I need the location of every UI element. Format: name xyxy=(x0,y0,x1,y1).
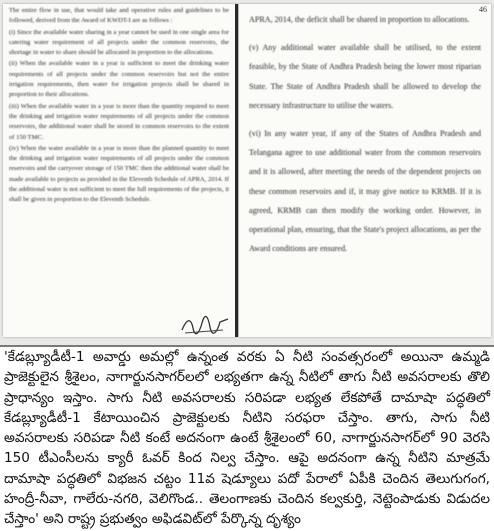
affidavit-right-page xyxy=(239,4,491,337)
right-page-paragraph: (v) Any additional water available shall be utilised, to the extent feasible, by the State of Andhra Pradesh being the lower most riparian State. The State of Andhra Pradesh shall be allowed to develop the necessary infrastructure to utilise the waters. xyxy=(249,43,481,110)
left-page-paragraph: (iii) When the available water in a year is more than the quantity required to meet the drinking and irrigation water requirements of all projects under the common reservoirs, the additional water shall be stored in common reservoirs to the extent of 150 TMC. xyxy=(9,102,229,141)
left-page-paragraph: (ii) When the available water in a year is sufficient to meet the drinking water requirements of all projects under the common reservoirs but not the entire irrigation requirements, then water for irrigation projects shall be shared in proportion to their allocations. xyxy=(9,60,229,99)
left-page-paragraph: The entire flow in use, that would take and operative rules and guidelines to be followed, derived from the Award of KWDT-I are as follows : xyxy=(9,7,229,25)
right-page-text xyxy=(239,4,491,258)
affidavit-left-page xyxy=(3,4,238,337)
page-number: 46 xyxy=(479,5,487,14)
right-page-paragraph: APRA, 2014, the deficit shall be shared in proportion to allocations. xyxy=(249,15,470,24)
left-page-text xyxy=(3,4,235,206)
left-page-paragraph: (iv) When the water available in a year is more than the planned quantity to meet the drinking and irrigation water requirements of all projects under the common reservoirs and the carryover storage of 150 TMC then the additional water shall be made available to projects as provided in the Eleventh Schedule of APRA, 2014. If the additional water is not sufficient to meet the full requirements of the projects, it shall be given in proportion to the Eleventh Schedule. xyxy=(9,144,229,204)
handwritten-signature xyxy=(179,313,231,337)
right-page-paragraph: (vi) In any water year, if any of the States of Andhra Pradesh and Telangana agree to use additional water from the common reservoirs and it is allowed, after meeting the needs of the dependent projects on these common reservoirs and if, it may give notice to KRMB. If it is agreed, KRMB can then modify the working order. However, in operational plan, ensuring, that the State's project allocations, as per the Award conditions are ensured. xyxy=(249,129,481,254)
left-page-paragraph: (i) Since the available water sharing in a year cannot be used in one single area for catering water requirement of all projects under the common reservoirs, the shortage in water to share should be allocated in proportion to the allocations. xyxy=(9,28,229,57)
photo-caption: 'కేడబ్ల్యూడీటీ-1 అవార్డు అమల్లో ఉన్నంత వరకు ఏ నీటి సంవత్సరంలో అయినా ఉమ్మడి ప్రాజెక్టులైన శ్రీశైలం, నాగార్జునసాగర్‌లలో లభ్యతగా ఉన్న నీటిలో తాగు నీటి అవసరాలకు తొలి ప్రాధాన్యం ఇస్తాం. సాగు నీటి అవసరాలకు సరిపడా లభ్యత లేకపోతే దామాషా పద్ధతిలో కేడబ్ల్యూడీటీ-1 కేటాయించిన ప్రాజెక్టులకు నీటిని సరఫరా చేస్తాం. తాగు, సాగు నీటి అవసరాలకు సరిపడా నీటి కంటే అదనంగా ఉంటే శ్రీశైలంలో 60, నాగార్జునసాగర్‌లో 90 వెరసి 150 టీఎంసీలను క్యారీ ఓవర్ కింద నిల్వ చేస్తాం. ఆపై అదనంగా ఉన్న నీటిని మాత్రమే దామాషా పద్ధతిలో విభజన చట్టం 11వ షెడ్యూలు పదో పేరాలో ఏపీకి చెందిన తెలుగుగంగ, హంద్రీ-నీవా, గాలేరు-నగరి, వెలిగొండ.. తెలంగాణకు చెందిన కల్వకుర్తి, నెట్టెంపాడుకు విడుదల చేస్తాం' అని రాష్ట్ర ప్రభుత్వం అఫిడవిట్‌లో పేర్కొన్న దృశ్యం xyxy=(4,349,490,528)
